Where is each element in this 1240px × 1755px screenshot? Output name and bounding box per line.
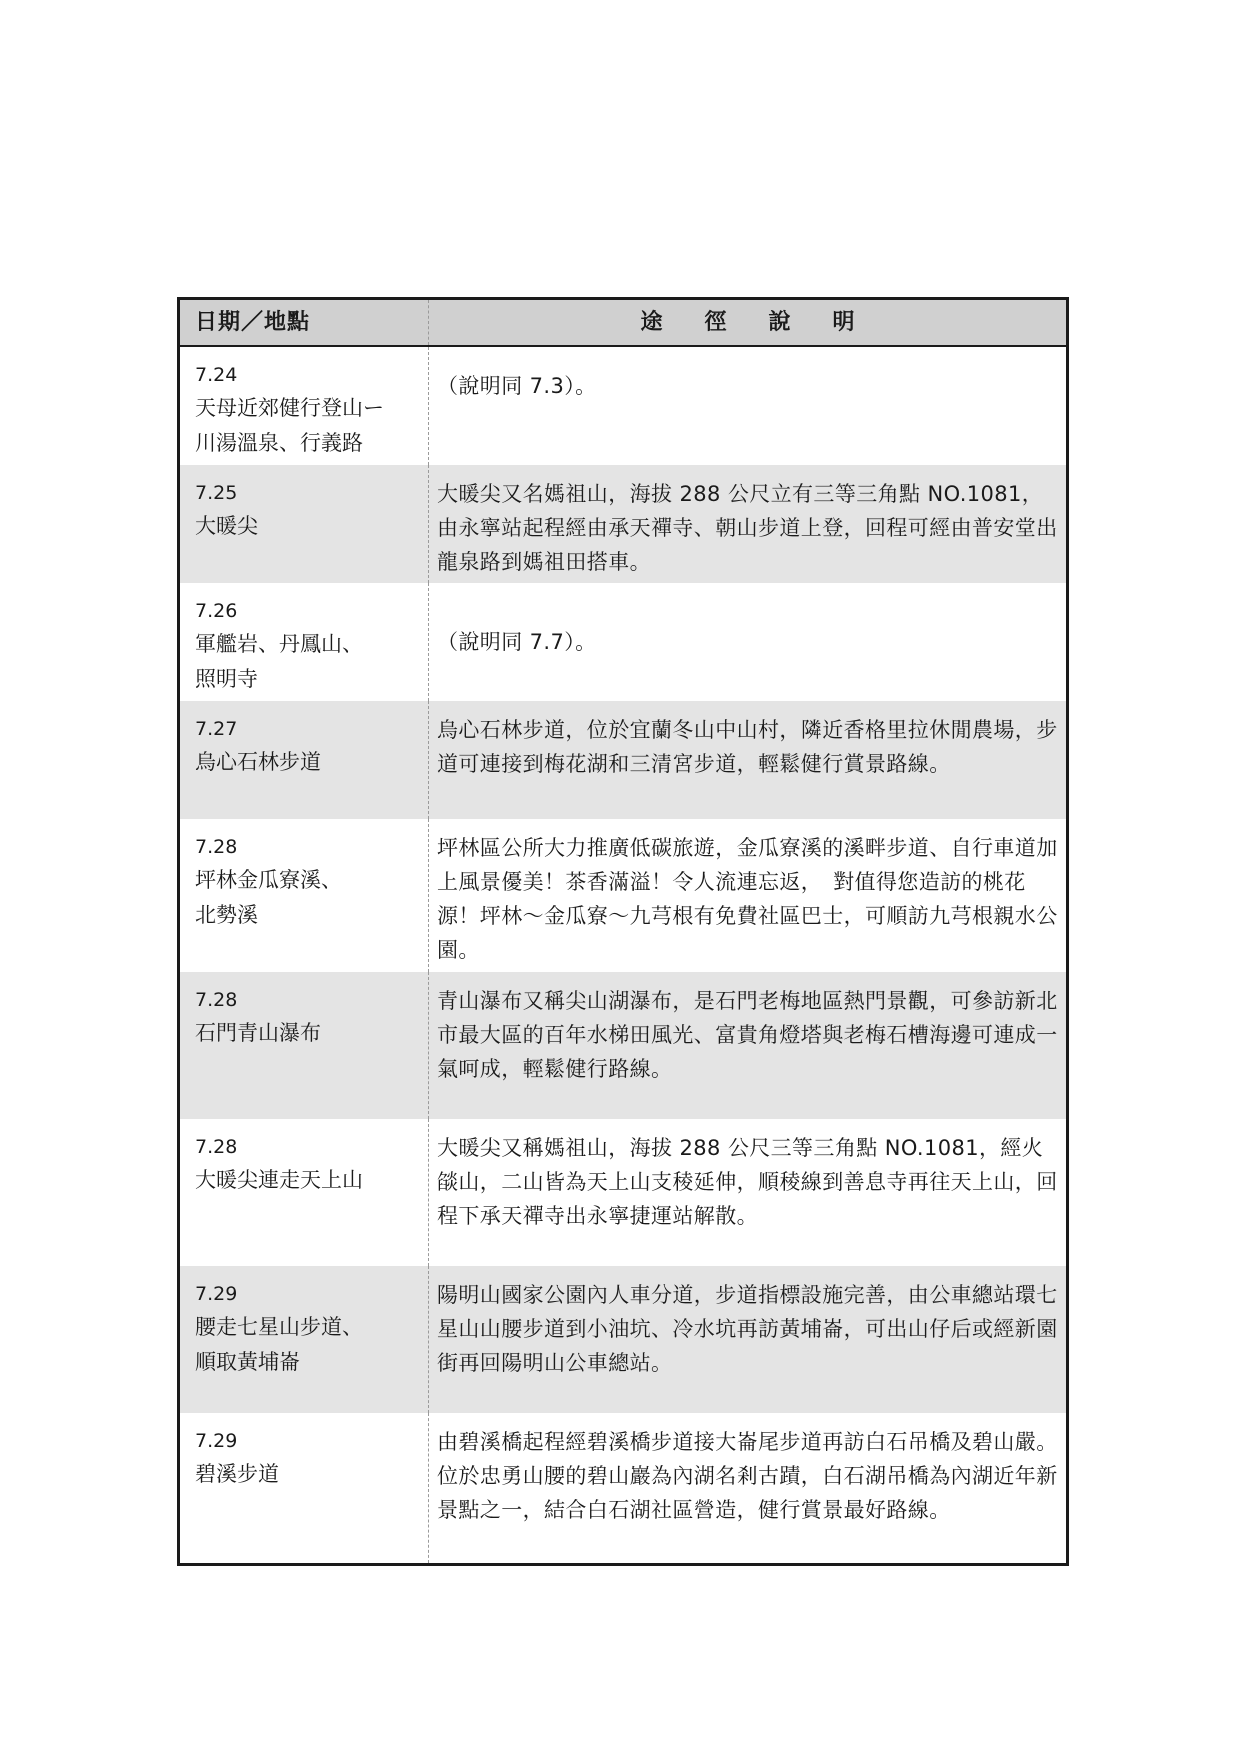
- place-text: 大暖尖: [195, 514, 258, 538]
- table-row: [180, 347, 1066, 465]
- description-cell: （說明同 7.3）。: [437, 374, 597, 398]
- place-text: 川湯溫泉、行義路: [195, 431, 363, 455]
- date-place-cell: [180, 465, 429, 583]
- date-text: 7.27: [195, 718, 238, 740]
- table-row: [180, 972, 1066, 1119]
- description-cell: 烏心石林步道，位於宜蘭冬山中山村，隣近香格里拉休閒農場，步道可連接到梅花湖和三清宮步道，輕鬆健行賞景路線。: [437, 718, 1058, 776]
- date-place-cell: [180, 701, 429, 819]
- table-row: [180, 1266, 1066, 1413]
- header-description: 途徑說明: [640, 310, 897, 335]
- place-text: 北勢溪: [195, 903, 258, 927]
- date-text: 7.26: [195, 600, 238, 622]
- date-place-cell: [180, 972, 429, 1119]
- date-text: 7.28: [195, 836, 238, 858]
- date-place-cell: [180, 1413, 429, 1563]
- date-text: 7.29: [195, 1283, 238, 1305]
- place-text: 碧溪步道: [195, 1462, 279, 1486]
- date-text: 7.28: [195, 1136, 238, 1158]
- table-header: [180, 300, 1066, 347]
- table-row: [180, 583, 1066, 701]
- date-place-cell: [180, 583, 429, 701]
- date-text: 7.25: [195, 482, 238, 504]
- place-text: 烏心石林步道: [195, 750, 321, 774]
- date-place-cell: [180, 347, 429, 465]
- table-row: [180, 819, 1066, 972]
- schedule-table: [177, 297, 1069, 1566]
- table-row: [180, 1119, 1066, 1266]
- date-text: 7.29: [195, 1430, 238, 1452]
- date-place-cell: [180, 1266, 429, 1413]
- place-text: 軍艦岩、丹鳳山、: [195, 632, 363, 656]
- place-text: 坪林金瓜寮溪、: [195, 868, 342, 892]
- date-place-cell: [180, 1119, 429, 1266]
- description-cell: （說明同 7.7）。: [437, 630, 597, 654]
- table-row: [180, 701, 1066, 819]
- description-cell: 陽明山國家公園內人車分道，步道指標設施完善，由公車總站環七星山山腰步道到小油坑、冷水坑再訪黃埔崙，可出山仔后或經新園街再回陽明山公車總站。: [437, 1283, 1058, 1375]
- date-place-cell: [180, 819, 429, 972]
- description-cell: 大暖尖又稱媽祖山，海拔 288 公尺三等三角點 NO.1081，經火燄山，二山皆為天上山支稜延伸，順稜線到善息寺再往天上山，回程下承天禪寺出永寧捷運站解散。: [437, 1136, 1058, 1228]
- table-row: [180, 1413, 1066, 1563]
- place-text: 照明寺: [195, 667, 258, 691]
- place-text: 順取黃埔崙: [195, 1350, 300, 1374]
- date-text: 7.28: [195, 989, 238, 1011]
- place-text: 天母近郊健行登山ー: [195, 396, 384, 420]
- header-date-place: 日期／地點: [180, 300, 429, 345]
- date-text: 7.24: [195, 364, 238, 386]
- description-cell: 青山瀑布又稱尖山湖瀑布，是石門老梅地區熱門景觀，可參訪新北市最大區的百年水梯田風光、富貴角燈塔與老梅石槽海邊可連成一氣呵成，輕鬆健行路線。: [437, 989, 1058, 1081]
- description-cell: 由碧溪橋起程經碧溪橋步道接大崙尾步道再訪白石吊橋及碧山嚴。位於忠勇山腰的碧山巖為內湖名剎古蹟，白石湖吊橋為內湖近年新景點之一，結合白石湖社區營造，健行賞景最好路線。: [437, 1430, 1058, 1522]
- place-text: 石門青山瀑布: [195, 1021, 321, 1045]
- table-row: [180, 465, 1066, 583]
- description-cell: 大暖尖又名媽祖山，海拔 288 公尺立有三等三角點 NO.1081，由永寧站起程經由承天禪寺、朝山步道上登，回程可經由普安堂出龍泉路到媽祖田搭車。: [437, 482, 1058, 574]
- place-text: 腰走七星山步道、: [195, 1315, 363, 1339]
- place-text: 大暖尖連走天上山: [195, 1168, 363, 1192]
- description-cell: 坪林區公所大力推廣低碳旅遊，金瓜寮溪的溪畔步道、自行車道加上風景優美！茶香滿溢！令人流連忘返， 對值得您造訪的桃花源！坪林～金瓜寮～九芎根有免費社區巴士，可順訪九芎根親水公園。: [437, 836, 1058, 962]
